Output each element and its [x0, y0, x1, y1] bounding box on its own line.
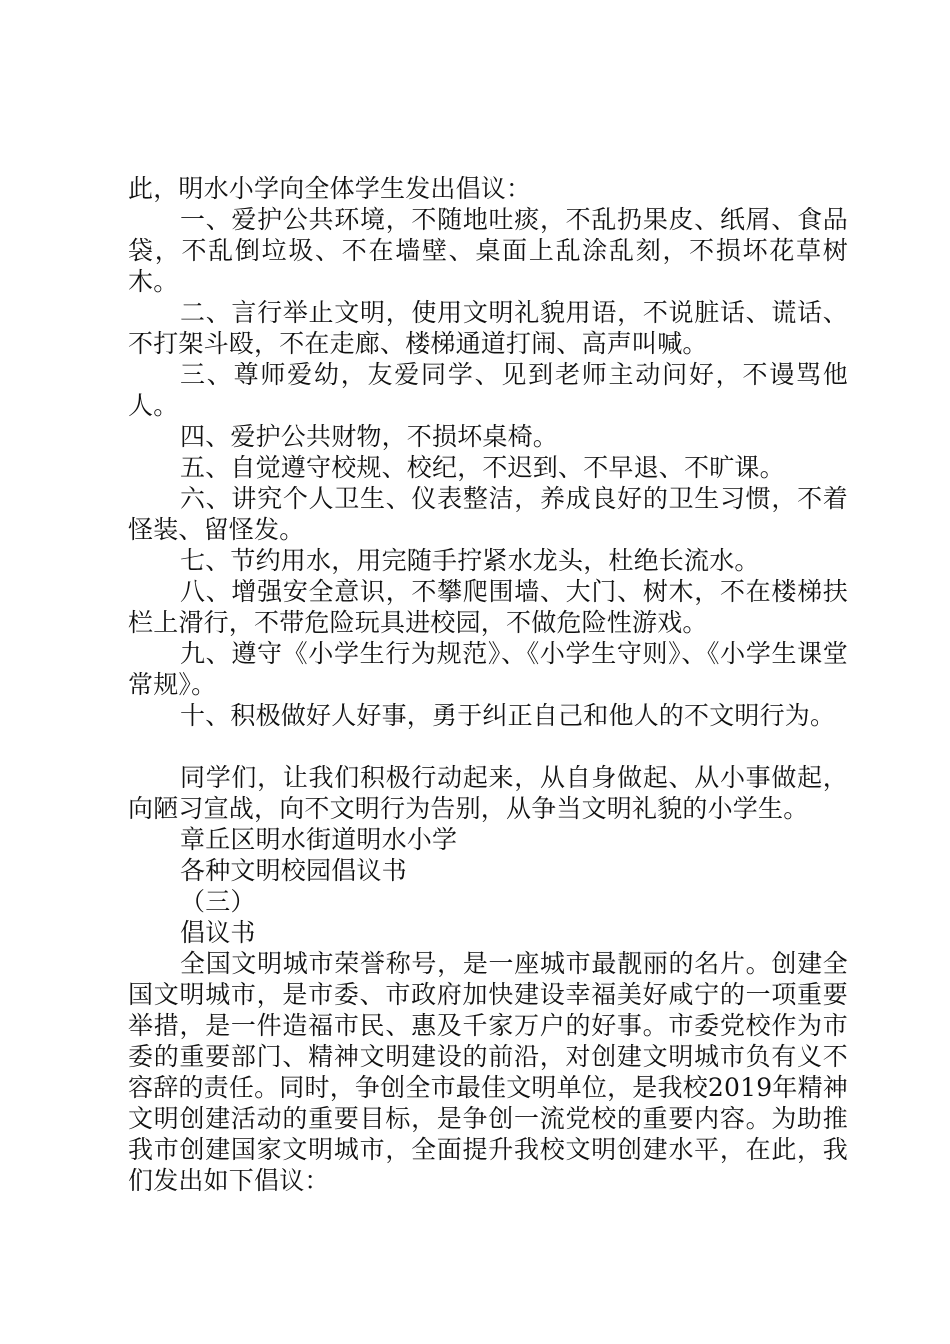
closing-paragraph: 同学们，让我们积极行动起来，从自身做起、从小事做起，向陋习宣战，向不文明行为告别，从争当文明礼貌的小学生。 — [128, 763, 848, 823]
item-10: 十、积极做好人好事，勇于纠正自己和他人的不文明行为。 — [180, 701, 836, 730]
item-6: 六、讲究个人卫生、仪表整洁，养成良好的卫生习惯，不着怪装、留怪发。 — [128, 484, 848, 544]
item-4: 四、爱护公共财物，不损坏桌椅。 — [180, 422, 559, 451]
item-2: 二、言行举止文明，使用文明礼貌用语，不说脏话、谎话、不打架斗殴，不在走廊、楼梯通道打闹、高声叫喊。 — [128, 298, 848, 358]
item-3: 三、尊师爱幼，友爱同学、见到老师主动问好，不谩骂他人。 — [128, 360, 848, 420]
intro-paragraph: 此，明水小学向全体学生发出倡议： — [128, 174, 532, 203]
item-8: 八、增强安全意识，不攀爬围墙、大门、树木，不在楼梯扶栏上滑行，不带危险玩具进校园，不做危险性游戏。 — [128, 577, 848, 637]
section-number: （三） — [180, 887, 256, 916]
document-page — [128, 173, 848, 1196]
item-5: 五、自觉遵守校规、校纪，不迟到、不早退、不旷课。 — [180, 453, 785, 482]
item-9: 九、遵守《小学生行为规范》、《小学生守则》、《小学生课堂常规》。 — [128, 639, 848, 699]
body-paragraph: 全国文明城市荣誉称号，是一座城市最靓丽的名片。创建全国文明城市，是市委、市政府加快建设幸福美好咸宁的一项重要举措，是一件造福市民、惠及千家万户的好事。市委党校作为市委的重要部门、精神文明建设的前沿，对创建文明城市负有义不容辞的责任。同时，争创全市最佳文明单位，是我校2019年精神文明创建活动的重要目标，是争创一流党校的重要内容。为助推我市创建国家文明城市，全面提升我校文明创建水平，在此，我们发出如下倡议： — [128, 949, 848, 1195]
section-title: 各种文明校园倡议书 — [180, 856, 407, 885]
item-7: 七、节约用水，用完随手拧紧水龙头，杜绝长流水。 — [180, 546, 760, 575]
item-1: 一、爱护公共环境，不随地吐痰，不乱扔果皮、纸屑、食品袋，不乱倒垃圾、不在墙壁、桌面上乱涂乱刻，不损坏花草树木。 — [128, 205, 848, 296]
signature: 章丘区明水街道明水小学 — [180, 825, 458, 854]
heading: 倡议书 — [180, 918, 256, 947]
